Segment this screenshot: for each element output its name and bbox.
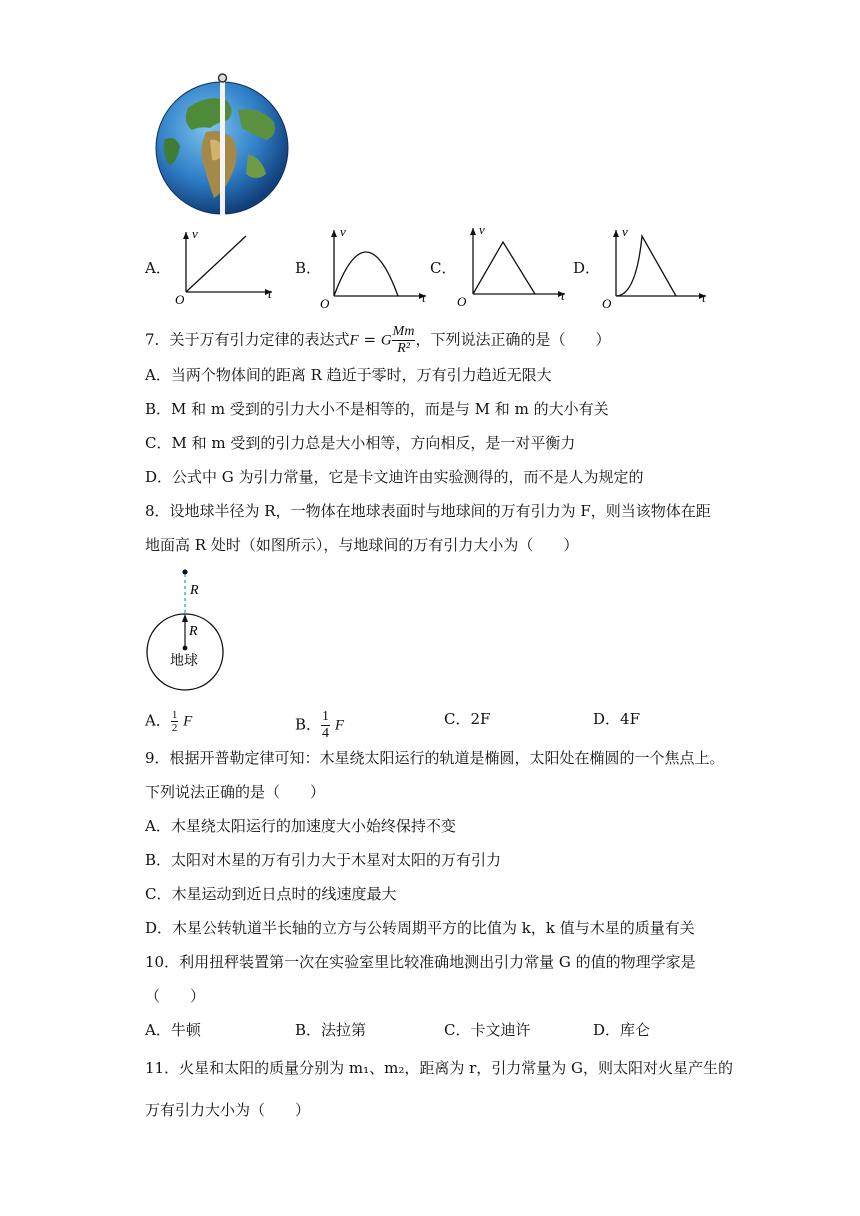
q11-stem-line2: 万有引力大小为（ ） [145,1101,311,1119]
q8-option-b-prefix: B． [295,715,322,734]
q6-option-a-label: A． [145,259,171,277]
q8-label-earth: 地球 [170,653,198,669]
q9-stem-line2: 下列说法正确的是（ ） [145,783,326,801]
q6-graph-a-t: t [268,286,272,301]
globe-figure [148,70,296,220]
q6-option-b-label: B． [295,259,322,277]
q8-option-b-suffix: F [334,717,344,734]
q6-graph-b [318,226,438,308]
q7-option-c: C．M 和 m 受到的引力总是大小相等，方向相反，是一对平衡力 [145,434,576,452]
q6-graph-b-t: t [422,290,426,305]
q10-option-a: A．牛顿 [145,1021,201,1039]
q10-stem-line2: （ ） [145,987,206,1005]
q9-stem-line1: 9．根据开普勒定律可知：木星绕太阳运行的轨道是椭圆，太阳处在椭圆的一个焦点上。 [145,749,725,767]
q6-graph-c-v: v [479,222,485,237]
q6-graph-c-line [473,242,535,294]
q9-option-d: D．木星公转轨道半长轴的立方与公转周期平方的比值为 k，k 值与木星的质量有关 [145,919,695,937]
q8-option-a-suffix: F [183,713,193,730]
q7-formula-fraction [392,324,416,357]
q8-option-a-fraction [171,709,179,734]
q8-option-b-fraction [321,709,330,742]
q10-option-d: D．库仑 [593,1021,651,1039]
q6-graph-c-t: t [561,288,565,303]
q6-graph-d [600,226,716,308]
q10-option-c: C．卡文迪许 [444,1021,531,1039]
q7-formula-eq: = [358,330,381,349]
q7-option-d: D．公式中 G 为引力常量，它是卡文迪许由实验测得的，而不是人为规定的 [145,468,644,486]
q9-option-a: A．木星绕太阳运行的加速度大小始终保持不变 [145,817,456,835]
q6-graph-b-v: v [340,226,346,239]
q7-stem [145,324,610,357]
q8-option-d: D．4F [593,710,640,728]
q7-formula-g: G [380,332,392,349]
q8-label-r-inner: R [189,624,198,639]
q7-formula-num: Mm [392,324,415,339]
q7-option-a: A．当两个物体间的距离 R 趋近于零时，万有引力趋近无限大 [145,366,552,384]
q6-option-c-label: C． [430,259,457,277]
q6-graph-b-curve [334,252,398,296]
q10-option-b: B．法拉第 [295,1021,367,1039]
q7-stem-suffix: ，下列说法正确的是（ ） [415,330,611,349]
q8-label-r-top: R [190,583,199,598]
q8-option-b-num: 1 [322,709,330,724]
q6-graph-d-v: v [622,226,628,239]
q7-option-b: B．M 和 m 受到的引力大小不是相等的，而是与 M 和 m 的大小有关 [145,400,609,418]
q8-option-b [295,709,344,742]
q6-graph-c [455,222,575,308]
q11-stem-line1: 11．火星和太阳的质量分别为 m₁、m₂，距离为 r，引力常量为 G，则太阳对火星产生的 [145,1059,734,1077]
q6-graph-d-t: t [702,290,706,305]
q8-stem-line1: 8．设地球半径为 R，一物体在地球表面时与地球间的万有引力为 F，则当该物体在距 [145,502,711,520]
q6-graph-d-o: O [602,296,612,308]
q8-option-a [145,709,192,734]
q7-formula-lhs: F [349,332,359,349]
q8-option-b-den: 4 [322,726,330,741]
q6-graph-b-o: O [320,296,330,308]
q7-formula-den: R² [397,341,410,356]
q9-option-c: C．木星运动到近日点时的线速度最大 [145,885,397,903]
q8-stem-line2: 地面高 R 处时（如图所示），与地球间的万有引力大小为（ ） [145,536,579,554]
q6-graph-a-v: v [192,226,198,241]
q6-graph-c-o: O [457,294,467,308]
q6-option-d-label: D． [573,259,601,277]
q6-graph-a-line [186,236,246,292]
q8-option-c: C．2F [444,710,491,728]
q6-graph-a-o: O [175,292,185,307]
q7-stem-prefix: 7．关于万有引力定律的表达式 [145,330,350,349]
q10-stem-line1: 10．利用扭秤装置第一次在实验室里比较准确地测出引力常量 G 的值的物理学家是 [145,953,696,971]
q6-graph-a [172,226,282,308]
q8-option-a-num: 1 [171,709,178,721]
q8-option-a-prefix: A． [145,711,171,730]
q9-option-b: B．太阳对木星的万有引力大于木星对太阳的万有引力 [145,851,502,869]
q6-graph-d-curve [616,236,676,296]
q8-earth-figure [140,562,240,694]
q8-option-a-den: 2 [171,722,178,734]
